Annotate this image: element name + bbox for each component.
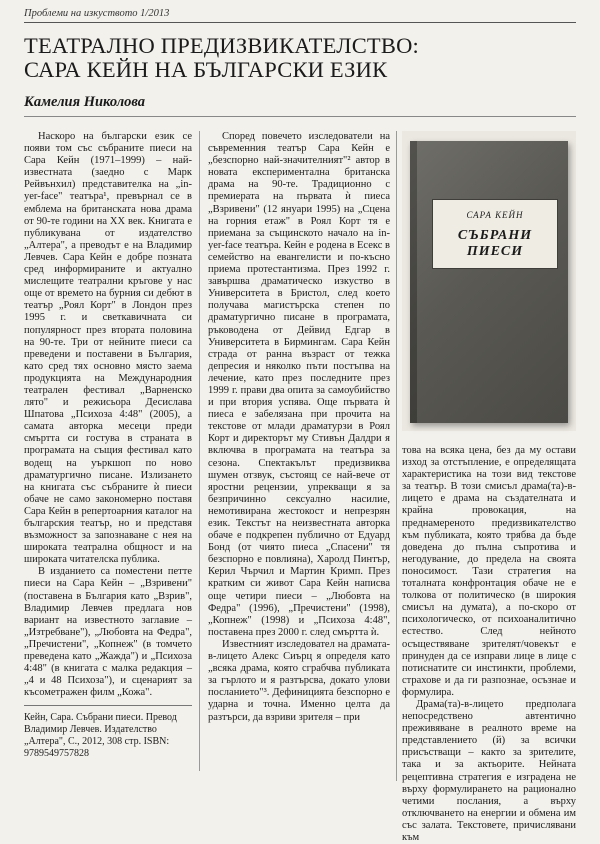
book-cover bbox=[410, 141, 568, 423]
text-column-3 bbox=[402, 445, 576, 843]
book-title: СЪБРАНИ ПИЕСИ bbox=[457, 228, 533, 259]
journal-running-header: Проблеми на изкуството 1/2013 bbox=[24, 8, 170, 19]
title-line-1: ТЕАТРАЛНО ПРЕДИЗВИКАТЕЛСТВО: bbox=[24, 33, 419, 58]
footnote: Кейн, Сара. Събрани пиеси. Превод Владимир Левчев. Издателство „Алтера", С., 2012, 308 стр. ISBN: 9789549757828 bbox=[24, 712, 177, 759]
footnote-rule bbox=[24, 705, 192, 706]
author-rule bbox=[24, 116, 576, 117]
paragraph: Известният изследовател на драмата-в-лицето Алекс Сиърц я определя като „всяка драма, която сграбчва публиката за гърлото и я разтърсва, докато улови посланието"³. Дефиницията безспорно е ударна и точна. Именно целта да разтърси, да взриви зрителя – при bbox=[208, 638, 390, 723]
column-divider bbox=[199, 131, 200, 771]
paragraph: В изданието са поместени петте пиеси на Сара Кейн – „Взривени" (поставена в България като „Взрив", Владимир Левчев предлага нов вариант на известното заглавие – „Изтребване"), „Любовта на Федра", „Пречистени", „Копнеж" (в томчето преведена като „Жажда") и „Психоза 4:48" (в книгата с малка редакция – „4 и 48 Психоза"), и сценарият за късометражен филм „Кожа". bbox=[24, 566, 192, 699]
title-line-2: САРА КЕЙН НА БЪЛГАРСКИ ЕЗИК bbox=[24, 57, 388, 82]
header-rule bbox=[24, 22, 576, 23]
text-column-1 bbox=[24, 131, 192, 699]
column-divider bbox=[396, 131, 397, 781]
article-author: Камелия Николова bbox=[24, 94, 146, 110]
paragraph: Драма(та)-в-лицето предполага непосредствено автентично преживяване в реалното време на представлението (й) за всички присъстващи – както за зрителите, така и за актьорите. Нейната рецептивна стратегия е изградена не върху формулирането на рационално четими послания, а върху отключването на енергии и обмена им със залата. Текстовете, причислявани към bbox=[402, 698, 576, 843]
paragraph: Наскоро на български език се появи том със събраните пиеси на Сара Кейн (1971–1999) – най-известната (заедно с Марк Рейвънхил) представителка на „in-yer-face" театъра¹, превърнал се в емблема на британската нова драма от 90-те години на ХХ век. Книгата е публикувана от издателство „Алтера", а преводът е на Владимир Левчев. Сара Кейн е добре позната сред информираните и актуално мислещите театрални кръгове у нас още от времето на бурния си дебют в театър „Роял Корт" в Лондон през 1995 г. и светкавичната си популярност през втората половина на 90-те. Три от нейните пиеси са преведени и поставени в България, като сред тях основно място заема продукцията на Международния театрален фестивал „Варненско лято" и режисьора Десислава Шпатова „Психоза 4:48" (2005), а самата авторка месеци преди смъртта си гостува в страната в програмата на същия фестивал като водещ на уъркшоп по ново драматургично писане. Излизането на книгата със събраните ѝ пиеси обаче не само закономерно поставя Сара Кейн в репертоарния каталог на българския театър, но и представя възможност за запознаване с нея на широката театрална общност и на широката читателска публика. bbox=[24, 131, 192, 566]
book-spine bbox=[410, 141, 417, 423]
paragraph: Според повечето изследователи на съвременния театър Сара Кейн е „безспорно най-значителният"² автор в новата експериментална британска драма на 90-те. Традиционно с премиерата на първата ѝ пиеса „Взривени" (12 януари 1995) на „Сцена на горния етаж" в Роял Корт тя е приемана за същинското начало на in-yer-face театъра. Кейн е родена в Есекс в семейство на евангелисти и по-късно приема протестантизма. През 1992 г. завършва драматическо изкуство в Университета в Бристол, след което получава магистърска степен по драматургично писане в програмата, ръководена от Дейвид Едгар в Университета в Бирмингам. Сара Кейн страда от ранна възраст от тежка депресия и няколко пъти постъпва на лечение, като през последните през 1999 г. прави два опита за самоубийство и при втория успява. Още първата ѝ пиеса е забелязана при прочита на текстове от млади драматурзи в Роял Корт и директорът му Стивън Далдри я включва в програмата на театъра за сезона. Спектакълът предизвиква шумен отзвук, състоящ се най-вече от яростни рецензии, упрекващи я за безпричинно сексуално насилие, немотивирана жестокост и непрезрян език. Текстът на неизвестната авторка обаче е подкрепен публично от Едуард Бонд (от чиято пиеса „Спасени" тя безспорно е повлияна), Харолд Пинтър, Керил Чърчил и Мартин Кримп. През кратким си живот Сара Кейн написва още четири пиеси – „Любовта на Федра" (1996), „Пречистени" (1998), „Копнеж" (1998) и „Психоза 4:48", поставена през 2000 г. след смъртта ѝ. bbox=[208, 131, 390, 638]
text-column-2 bbox=[208, 131, 390, 771]
article-title bbox=[24, 34, 576, 82]
book-cover-image bbox=[402, 131, 576, 431]
book-author: САРА КЕЙН bbox=[466, 210, 524, 220]
paragraph: това на всяка цена, без да му остави изход за отстъпление, е определящата характеристика на този вид текстове за театър. В този смисъл драма(та)-в-лицето е драма на създателната и крайна провокация, на преднамереното предизвикателство към публиката, която трябва да бъде доведена до пълна съпротива и негодувание, до предела на своята поносимост. Тази стратегия на тоталната конфронтация обаче не е толкова от политическо (в широкия смисъл на думата), а по-скоро от психологическо, от психоаналитично естество. След нейното осъществяване зрителят/човекът е принуден да се изправи лице в лице с потиснатите си инстинкти, проблеми, страхове и да ги разпознае, осъзнае и формулира. bbox=[402, 445, 576, 698]
book-title-plate bbox=[432, 199, 558, 269]
